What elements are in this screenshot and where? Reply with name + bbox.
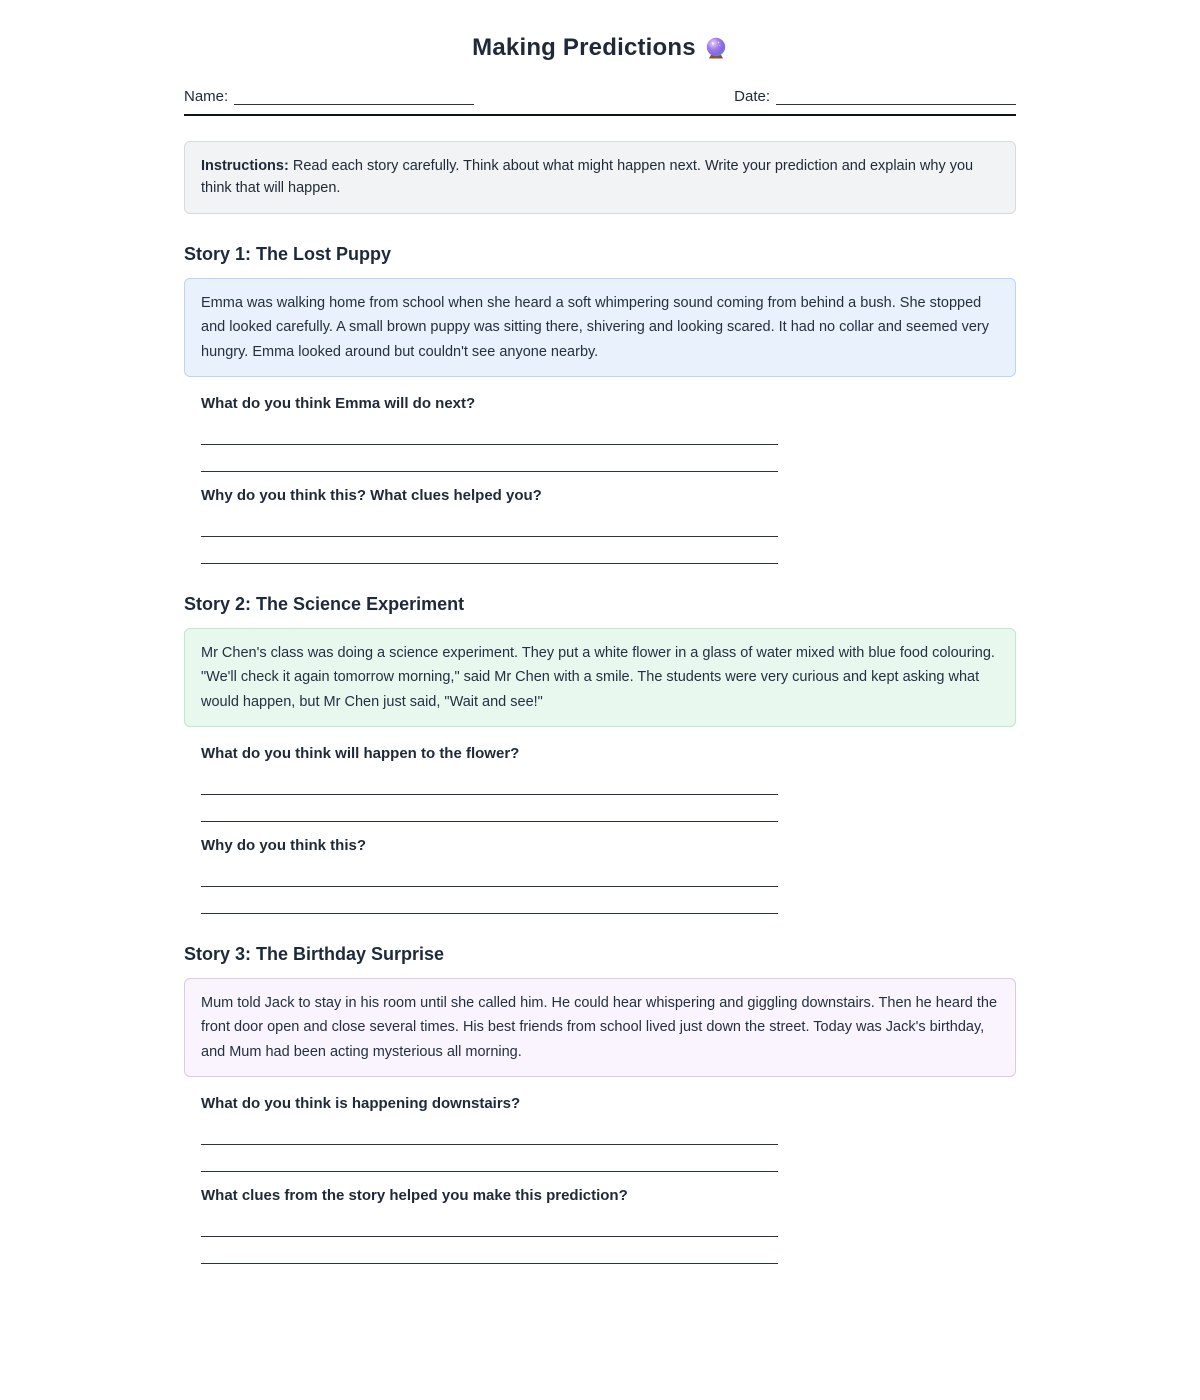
story-section-3 <box>184 944 1016 1264</box>
date-field-group <box>734 88 1016 105</box>
answer-line <box>201 1145 778 1172</box>
answer-line <box>201 537 778 564</box>
instructions-box <box>184 141 1016 214</box>
answer-line <box>201 1118 778 1145</box>
story-text-box <box>184 628 1016 727</box>
story-text: Mr Chen's class was doing a science experiment. They put a white flower in a glass of water mixed with blue food colouring. "We'll check it again tomorrow morning," said Mr Chen with a smile. The students were very curious and kept asking what would happen, but Mr Chen just said, "Wait and see!" <box>201 645 995 710</box>
story-heading: Story 1: The Lost Puppy <box>184 243 392 264</box>
question-label: Why do you think this? <box>201 837 366 855</box>
question-label: What do you think Emma will do next? <box>201 395 476 413</box>
instructions-text: Read each story carefully. Think about what might happen next. Write your prediction and explain why you think that will happen. <box>201 158 974 197</box>
question-block <box>201 395 1016 564</box>
story-text-box <box>184 278 1016 377</box>
answer-line <box>201 445 778 472</box>
answer-line <box>201 1210 778 1237</box>
name-label: Name: <box>184 88 229 105</box>
answer-line <box>201 1237 778 1264</box>
page-title: Making Predictions <box>472 34 696 61</box>
story-text-box <box>184 978 1016 1077</box>
story-text: Mum told Jack to stay in his room until she called him. He could hear whispering and giggling downstairs. Then he heard the front door open and close several times. His best friends from school lived just down the street. Today was Jack's birthday, and Mum had been acting mysterious all morning. <box>201 995 998 1060</box>
page-header <box>184 34 1016 62</box>
answer-line <box>201 887 778 914</box>
question-label: What clues from the story helped you make this prediction? <box>201 1187 628 1205</box>
worksheet-page <box>184 34 1016 1264</box>
answer-line <box>201 795 778 822</box>
name-date-row <box>184 88 1016 116</box>
name-field-group <box>184 88 474 105</box>
instructions-label: Instructions: <box>201 158 289 174</box>
story-heading: Story 2: The Science Experiment <box>184 594 465 615</box>
question-label: Why do you think this? What clues helped you? <box>201 487 542 505</box>
question-block <box>201 1095 1016 1264</box>
story-section-1 <box>184 244 1016 564</box>
story-text: Emma was walking home from school when she heard a soft whimpering sound coming from behind a bush. She stopped and looked carefully. A small brown puppy was sitting there, shivering and looking scared. It had no collar and seemed very hungry. Emma looked around but couldn't see anyone nearby. <box>201 294 990 360</box>
story-heading: Story 3: The Birthday Surprise <box>184 944 445 965</box>
answer-line <box>201 860 778 887</box>
name-underline <box>234 89 474 105</box>
question-label: What do you think is happening downstairs? <box>201 1095 521 1113</box>
date-label: Date: <box>734 88 770 105</box>
answer-line <box>201 510 778 537</box>
answer-line <box>201 768 778 795</box>
question-label: What do you think will happen to the flower? <box>201 745 520 763</box>
date-underline <box>776 89 1016 105</box>
crystal-ball-icon <box>704 36 728 60</box>
question-block <box>201 745 1016 914</box>
answer-line <box>201 418 778 445</box>
story-section-2 <box>184 594 1016 914</box>
